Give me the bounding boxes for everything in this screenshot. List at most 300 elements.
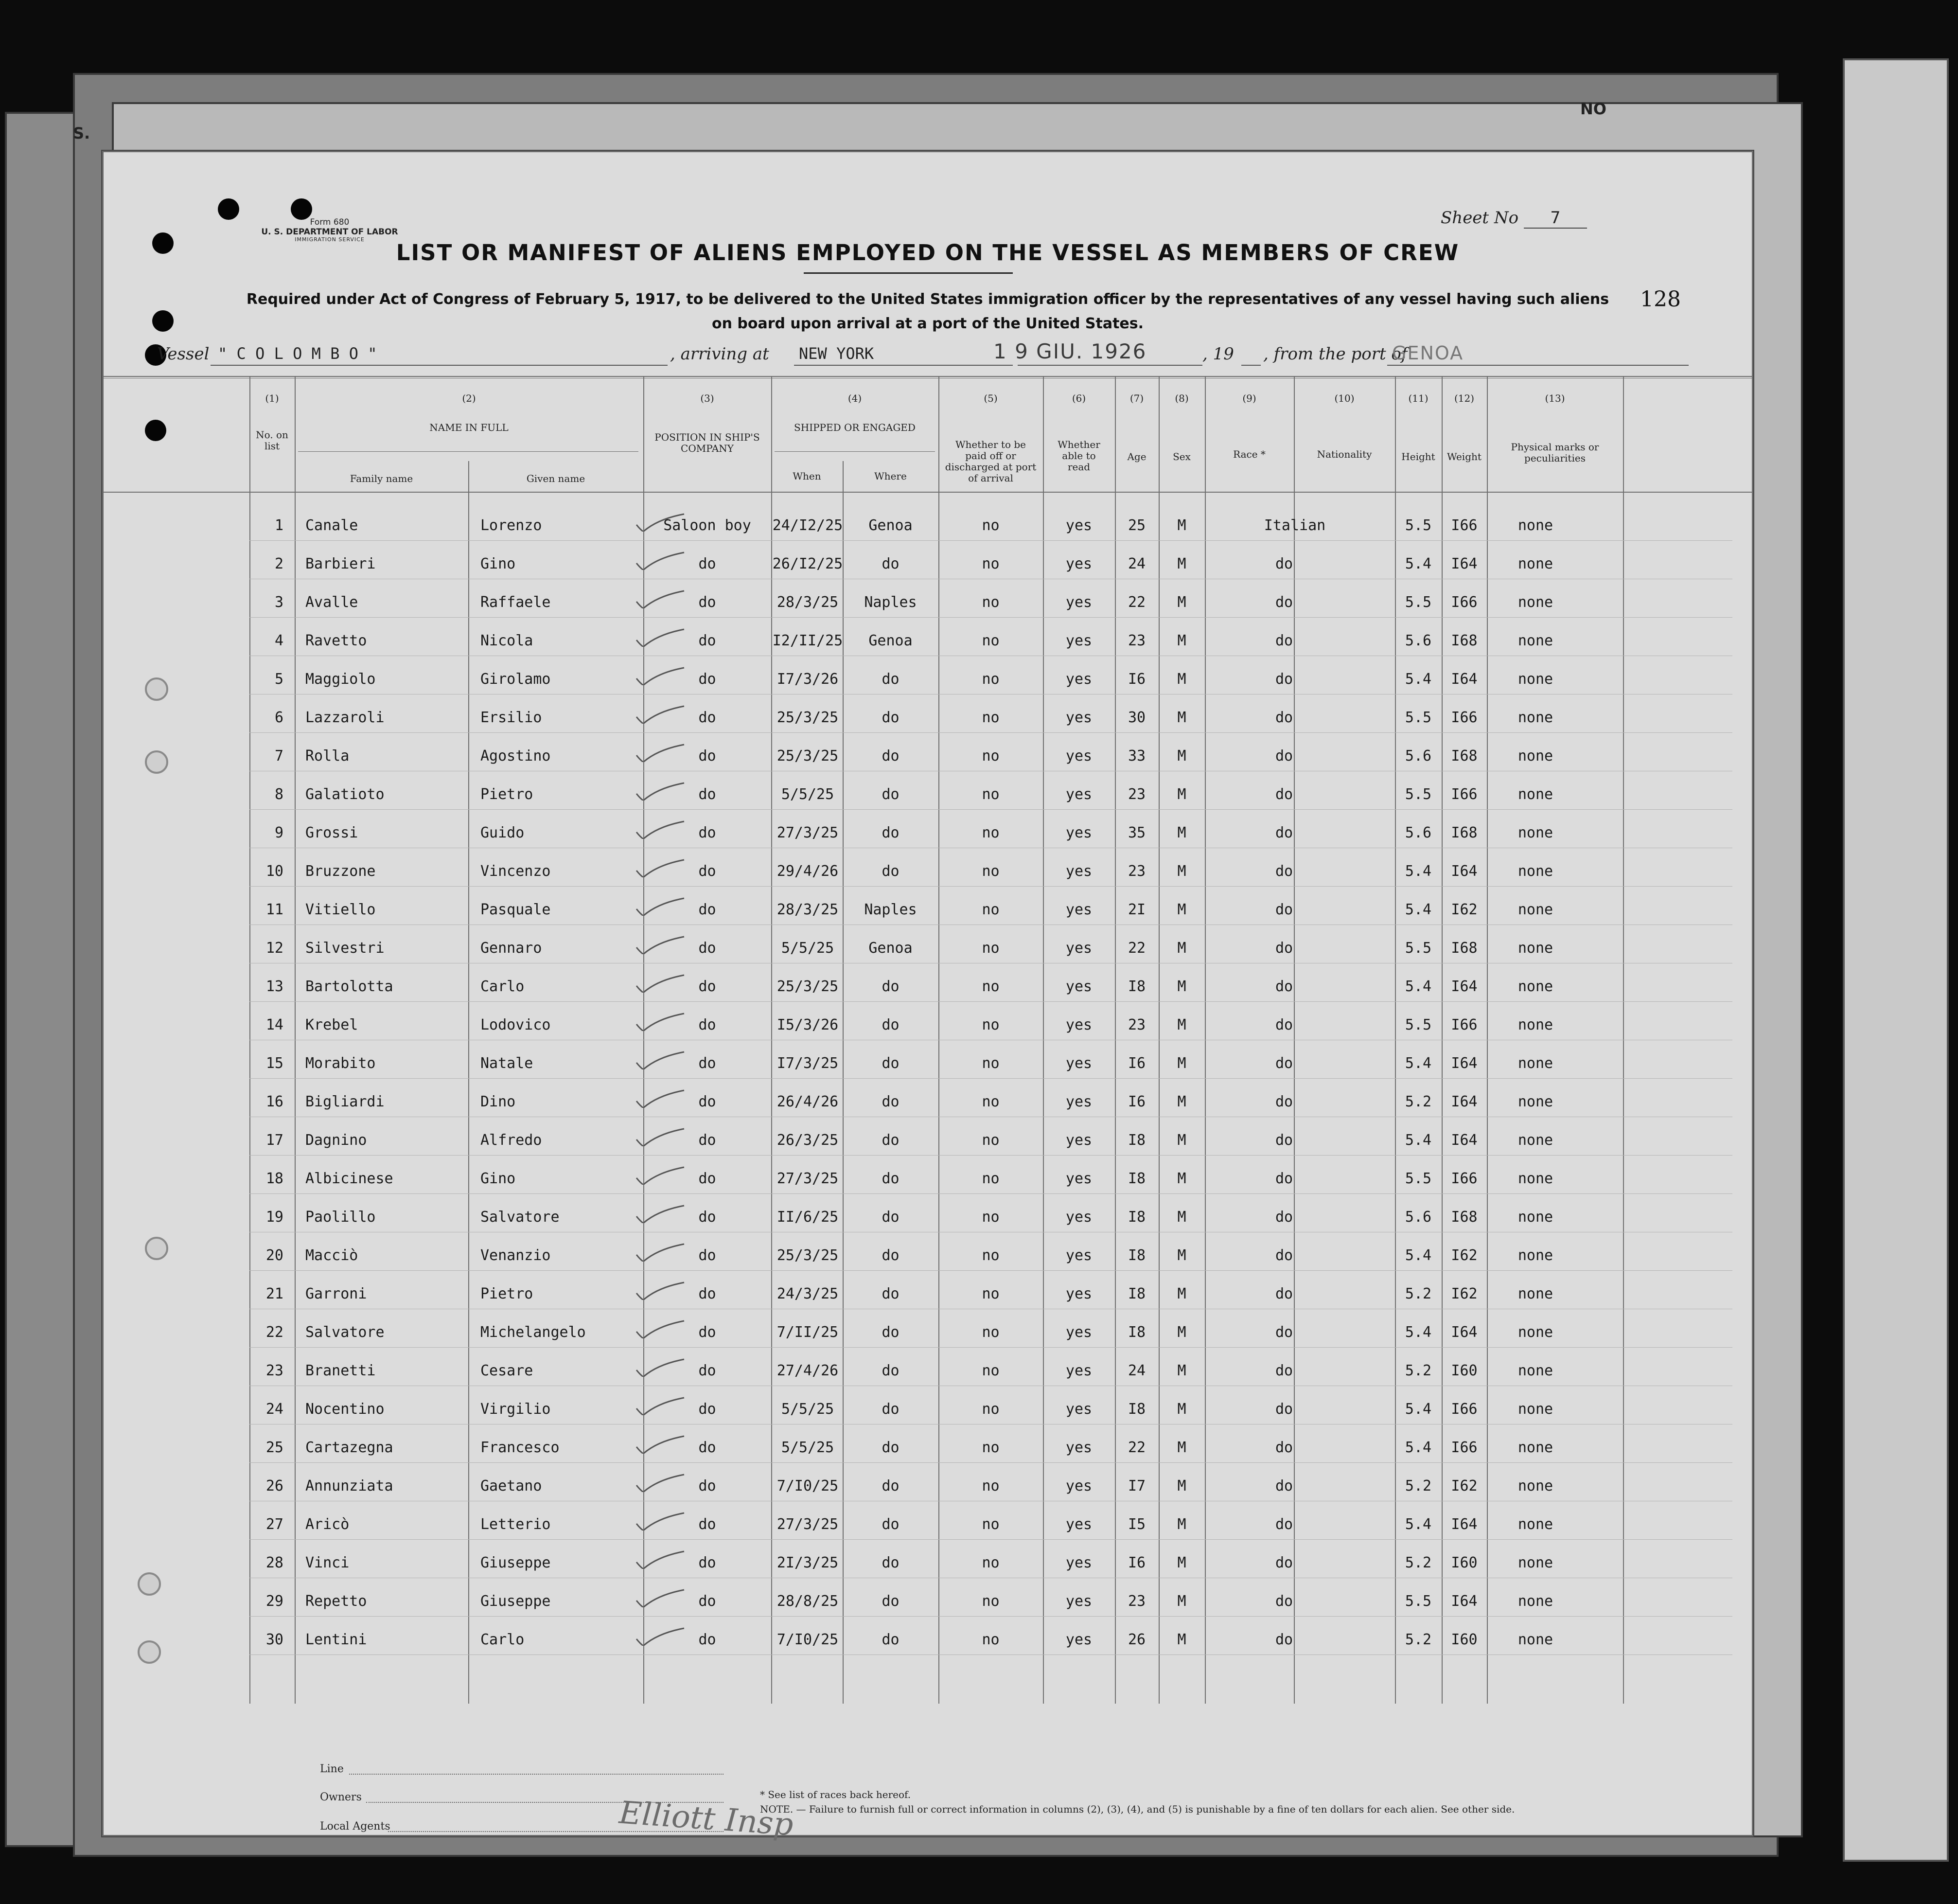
physical-marks: none [1517, 1554, 1553, 1571]
weight: I66 [1451, 594, 1478, 611]
owners-blank [366, 1802, 723, 1803]
age: 23 [1128, 863, 1146, 880]
given-name: Pietro [480, 786, 533, 803]
sex: M [1177, 1170, 1186, 1187]
race: do [1275, 1554, 1293, 1571]
race: do [1275, 940, 1293, 957]
age: 33 [1128, 747, 1146, 765]
row-number: 13 [265, 978, 283, 995]
department-name: U. S. DEPARTMENT OF LABOR [261, 227, 398, 237]
col5-header: Whether to be paid off or discharged at port of arrival [945, 439, 1037, 484]
col11-header: Height [1401, 451, 1435, 463]
weight: I60 [1451, 1631, 1478, 1648]
sex: M [1177, 1477, 1186, 1495]
paid-off: no [982, 1055, 1000, 1072]
paid-off: no [982, 632, 1000, 649]
shipped-where: Naples [864, 901, 917, 918]
sex: M [1177, 709, 1186, 726]
weight: I64 [1451, 978, 1478, 995]
position: do [698, 709, 716, 726]
able-to-read: yes [1065, 824, 1093, 841]
check-mark-icon [634, 1012, 687, 1031]
shipped-when: 5/5/25 [781, 1439, 834, 1456]
sex: M [1177, 747, 1186, 765]
weight: I64 [1451, 1324, 1478, 1341]
paid-off: no [982, 1016, 1000, 1033]
paid-off: no [982, 1593, 1000, 1610]
row-rule [249, 1347, 1732, 1348]
paid-off: no [982, 1362, 1000, 1379]
family-name: Rolla [305, 747, 350, 765]
sex: M [1177, 863, 1186, 880]
row-number: 26 [265, 1477, 283, 1495]
check-mark-icon [634, 1626, 687, 1646]
physical-marks: none [1517, 863, 1553, 880]
weight: I68 [1451, 940, 1478, 957]
local-agents-label: Local Agents [320, 1820, 390, 1833]
shipped-where: do [882, 1631, 900, 1648]
race: do [1275, 1209, 1293, 1226]
height: 5.4 [1405, 1132, 1432, 1149]
page-title: LIST OR MANIFEST OF ALIENS EMPLOYED ON THE VESSEL AS MEMBERS OF CREW [396, 240, 1460, 266]
shipped-when: 26/4/26 [776, 1093, 839, 1110]
row-number: 14 [265, 1016, 283, 1033]
height: 5.6 [1405, 632, 1432, 649]
able-to-read: yes [1065, 863, 1093, 880]
weight: I68 [1451, 824, 1478, 841]
check-mark-icon [634, 1165, 687, 1185]
paid-off: no [982, 1516, 1000, 1533]
able-to-read: yes [1065, 1093, 1093, 1110]
height: 5.4 [1405, 1324, 1432, 1341]
shipped-where: do [882, 1209, 900, 1226]
paid-off: no [982, 1170, 1000, 1187]
weight: I64 [1451, 1055, 1478, 1072]
given-name: Michelangelo [480, 1324, 586, 1341]
family-name: Barbieri [305, 555, 376, 572]
position: do [698, 1631, 716, 1648]
col13-header: Physical marks or peculiarities [1511, 441, 1599, 464]
race: do [1275, 1516, 1293, 1533]
shipped-where: do [882, 1324, 900, 1341]
age: I8 [1128, 1324, 1146, 1341]
paid-off: no [982, 1554, 1000, 1571]
physical-marks: none [1517, 1439, 1553, 1456]
check-mark-icon [634, 1549, 687, 1569]
arriving-port: NEW YORK [799, 344, 874, 363]
position: do [698, 671, 716, 688]
row-number: 5 [274, 671, 283, 688]
check-mark-icon [634, 1396, 687, 1415]
shipped-when: 25/3/25 [776, 709, 839, 726]
sex: M [1177, 632, 1186, 649]
line-label: Line [320, 1763, 344, 1775]
weight: I66 [1451, 786, 1478, 803]
given-name: Guido [480, 824, 525, 841]
physical-marks: none [1517, 940, 1553, 957]
row-rule [249, 1616, 1732, 1617]
race: Italian [1264, 517, 1326, 534]
able-to-read: yes [1065, 1554, 1093, 1571]
paid-off: no [982, 1401, 1000, 1418]
family-name: Repetto [305, 1593, 367, 1610]
underlying-sheet-right [1843, 58, 1949, 1862]
family-name: Avalle [305, 594, 358, 611]
given-name: Francesco [480, 1439, 560, 1456]
physical-marks: none [1517, 1324, 1553, 1341]
check-mark-icon [634, 551, 687, 570]
vessel-underline [211, 365, 668, 366]
name-subheader-rule [298, 451, 638, 452]
height: 5.5 [1405, 517, 1432, 534]
weight: I68 [1451, 1209, 1478, 1226]
given-name: Nicola [480, 632, 533, 649]
paid-off: no [982, 1093, 1000, 1110]
punch-hole [291, 198, 312, 220]
race: do [1275, 901, 1293, 918]
shipped-where: do [882, 1132, 900, 1149]
shipped-where: do [882, 786, 900, 803]
row-rule [249, 809, 1732, 810]
position: Saloon boy [663, 517, 751, 534]
col2-number: (2) [462, 392, 476, 404]
check-mark-icon [634, 1473, 687, 1492]
given-name: Gino [480, 1170, 516, 1187]
weight: I66 [1451, 1170, 1478, 1187]
weight: I64 [1451, 555, 1478, 572]
able-to-read: yes [1065, 594, 1093, 611]
shipped-when: 7/II/25 [776, 1324, 839, 1341]
check-mark-icon [634, 1434, 687, 1454]
shipped-when: 26/I2/25 [772, 555, 843, 572]
physical-marks: none [1517, 1362, 1553, 1379]
sex: M [1177, 940, 1186, 957]
shipped-where: do [882, 1170, 900, 1187]
able-to-read: yes [1065, 1170, 1093, 1187]
given-name: Alfredo [480, 1132, 542, 1149]
race: do [1275, 709, 1293, 726]
row-number: 7 [274, 747, 283, 765]
able-to-read: yes [1065, 1516, 1093, 1533]
col7-header: Age [1127, 451, 1147, 463]
shipped-subheader-rule [775, 451, 935, 452]
able-to-read: yes [1065, 978, 1093, 995]
weight: I68 [1451, 632, 1478, 649]
paid-off: no [982, 671, 1000, 688]
age: 23 [1128, 1593, 1146, 1610]
race: do [1275, 824, 1293, 841]
height: 5.6 [1405, 824, 1432, 841]
height: 5.4 [1405, 1055, 1432, 1072]
row-rule [249, 1462, 1732, 1463]
check-mark-icon [634, 1511, 687, 1530]
shipped-where: do [882, 1477, 900, 1495]
race: do [1275, 1055, 1293, 1072]
table-top-rule [104, 376, 1752, 377]
weight: I66 [1451, 1401, 1478, 1418]
paid-off: no [982, 940, 1000, 957]
row-rule [249, 1539, 1732, 1540]
paid-off: no [982, 1477, 1000, 1495]
able-to-read: yes [1065, 709, 1093, 726]
position: do [698, 1209, 716, 1226]
position: do [698, 1016, 716, 1033]
weight: I64 [1451, 1132, 1478, 1149]
col9-number: (9) [1242, 392, 1256, 404]
shipped-when: 24/I2/25 [772, 517, 843, 534]
sex: M [1177, 1285, 1186, 1302]
row-number: 6 [274, 709, 283, 726]
position: do [698, 824, 716, 841]
owners-label: Owners [320, 1791, 362, 1803]
weight: I66 [1451, 517, 1478, 534]
given-name: Cesare [480, 1362, 533, 1379]
height: 5.6 [1405, 747, 1432, 765]
check-mark-icon [634, 1088, 687, 1108]
weight: I62 [1451, 901, 1478, 918]
able-to-read: yes [1065, 1477, 1093, 1495]
family-name: Silvestri [305, 940, 385, 957]
age: I8 [1128, 1132, 1146, 1149]
check-mark-icon [634, 627, 687, 647]
shipped-when: 7/I0/25 [776, 1477, 839, 1495]
shipped-when: 2I/3/25 [776, 1554, 839, 1571]
weight: I66 [1451, 1016, 1478, 1033]
given-name: Agostino [480, 747, 551, 765]
physical-marks: none [1517, 978, 1553, 995]
able-to-read: yes [1065, 901, 1093, 918]
paid-off: no [982, 824, 1000, 841]
position: do [698, 1324, 716, 1341]
position: do [698, 940, 716, 957]
from-port: GENOA [1392, 342, 1464, 364]
row-rule [249, 1078, 1732, 1079]
family-name: Bigliardi [305, 1093, 385, 1110]
sex: M [1177, 1247, 1186, 1264]
family-name: Bartolotta [305, 978, 393, 995]
row-number: 1 [274, 517, 283, 534]
shipped-where: do [882, 671, 900, 688]
weight: I64 [1451, 671, 1478, 688]
races-note: * See list of races back hereof. [760, 1789, 911, 1800]
given-name: Raffaele [480, 594, 551, 611]
family-name: Garroni [305, 1285, 367, 1302]
row-number: 3 [274, 594, 283, 611]
shipped-where: Naples [864, 594, 917, 611]
shipped-when: I7/3/25 [776, 1055, 839, 1072]
weight: I64 [1451, 863, 1478, 880]
shipped-when: I5/3/26 [776, 1016, 839, 1033]
sex: M [1177, 824, 1186, 841]
age: 22 [1128, 940, 1146, 957]
shipped-where: do [882, 863, 900, 880]
age: I8 [1128, 1209, 1146, 1226]
sex: M [1177, 1631, 1186, 1648]
sheet-number [1441, 208, 1587, 229]
check-mark-icon [634, 819, 687, 839]
physical-marks: none [1517, 555, 1553, 572]
able-to-read: yes [1065, 1593, 1093, 1610]
col10-header: Nationality [1317, 448, 1372, 460]
col3-number: (3) [700, 392, 714, 404]
position: do [698, 1055, 716, 1072]
age: 22 [1128, 1439, 1146, 1456]
position: do [698, 863, 716, 880]
height: 5.2 [1405, 1477, 1432, 1495]
paid-off: no [982, 594, 1000, 611]
weight: I62 [1451, 1285, 1478, 1302]
race: do [1275, 786, 1293, 803]
shipped-where: do [882, 1516, 900, 1533]
local-agents-blank [388, 1831, 723, 1832]
race: do [1275, 1593, 1293, 1610]
col4b-header: Where [874, 470, 907, 482]
family-name: Cartazegna [305, 1439, 393, 1456]
shipped-when: 5/5/25 [781, 1401, 834, 1418]
given-name: Salvatore [480, 1209, 560, 1226]
given-name: Giuseppe [480, 1593, 551, 1610]
check-mark-icon [634, 1204, 687, 1223]
able-to-read: yes [1065, 1209, 1093, 1226]
given-name: Virgilio [480, 1401, 551, 1418]
family-name: Morabito [305, 1055, 376, 1072]
paid-off: no [982, 901, 1000, 918]
sex: M [1177, 1439, 1186, 1456]
check-mark-icon [634, 743, 687, 762]
able-to-read: yes [1065, 1285, 1093, 1302]
family-name: Nocentino [305, 1401, 385, 1418]
height: 5.5 [1405, 1593, 1432, 1610]
weight: I66 [1451, 1439, 1478, 1456]
race: do [1275, 1247, 1293, 1264]
position: do [698, 786, 716, 803]
family-name: Aricò [305, 1516, 350, 1533]
col12-header: Weight [1447, 451, 1482, 463]
row-rule [249, 540, 1732, 541]
sheet-number-label: Sheet No [1441, 208, 1519, 228]
row-number: 25 [265, 1439, 283, 1456]
height: 5.2 [1405, 1093, 1432, 1110]
age: 24 [1128, 1362, 1146, 1379]
check-mark-icon [634, 973, 687, 993]
col5-number: (5) [984, 392, 998, 404]
physical-marks: none [1517, 594, 1553, 611]
physical-marks: none [1517, 1209, 1553, 1226]
age: 22 [1128, 594, 1146, 611]
height: 5.2 [1405, 1631, 1432, 1648]
row-number: 17 [265, 1132, 283, 1149]
age: 35 [1128, 824, 1146, 841]
position: do [698, 1477, 716, 1495]
race: do [1275, 1093, 1293, 1110]
arrival-date-stamp: 1 9 GIU. 1926 [993, 339, 1147, 363]
able-to-read: yes [1065, 940, 1093, 957]
date-underline [1018, 365, 1202, 366]
age: I6 [1128, 1093, 1146, 1110]
paid-off: no [982, 555, 1000, 572]
given-name: Letterio [480, 1516, 551, 1533]
able-to-read: yes [1065, 1132, 1093, 1149]
shipped-when: I2/II/25 [772, 632, 843, 649]
family-name: Macciò [305, 1247, 358, 1264]
col4a-header: When [793, 470, 821, 482]
check-mark-icon [634, 1319, 687, 1338]
year-underline [1241, 365, 1261, 366]
height: 5.5 [1405, 594, 1432, 611]
height: 5.4 [1405, 555, 1432, 572]
physical-marks: none [1517, 901, 1553, 918]
shipped-when: 28/3/25 [776, 901, 839, 918]
family-name: Branetti [305, 1362, 376, 1379]
col13-number: (13) [1545, 392, 1565, 404]
shipped-when: 27/3/25 [776, 1516, 839, 1533]
col3-header: POSITION IN SHIP'S COMPANY [654, 431, 760, 454]
sex: M [1177, 1209, 1186, 1226]
paid-off: no [982, 747, 1000, 765]
height: 5.5 [1405, 709, 1432, 726]
position: do [698, 1554, 716, 1571]
able-to-read: yes [1065, 671, 1093, 688]
given-name: Gino [480, 555, 516, 572]
row-number: 2 [274, 555, 283, 572]
sex: M [1177, 1593, 1186, 1610]
physical-marks: none [1517, 747, 1553, 765]
able-to-read: yes [1065, 1055, 1093, 1072]
physical-marks: none [1517, 824, 1553, 841]
shipped-where: do [882, 1554, 900, 1571]
shipped-when: 7/I0/25 [776, 1631, 839, 1648]
shipped-when: 29/4/26 [776, 863, 839, 880]
shipped-where: Genoa [868, 940, 913, 957]
race: do [1275, 1631, 1293, 1648]
shipped-when: 28/3/25 [776, 594, 839, 611]
penalty-note: NOTE. — Failure to furnish full or correct information in columns (2), (3), (4), and (5) is punishable by a fine of ten dollars for each alien. See other side. [760, 1803, 1515, 1815]
weight: I64 [1451, 1516, 1478, 1533]
weight: I62 [1451, 1477, 1478, 1495]
weight: I68 [1451, 747, 1478, 765]
from-port-label: , from the port of [1263, 344, 1408, 364]
age: I8 [1128, 1247, 1146, 1264]
family-name: Paolillo [305, 1209, 376, 1226]
age: I5 [1128, 1516, 1146, 1533]
subtitle-line-1: Required under Act of Congress of February 5, 1917, to be delivered to the United States immigration officer by the representatives of any vessel having such aliens [246, 291, 1609, 308]
row-number: 28 [265, 1554, 283, 1571]
title-underline [804, 272, 1013, 274]
row-number: 24 [265, 1401, 283, 1418]
row-number: 8 [274, 786, 283, 803]
col12-number: (12) [1454, 392, 1475, 404]
paid-off: no [982, 1285, 1000, 1302]
height: 5.4 [1405, 901, 1432, 918]
row-number: 19 [265, 1209, 283, 1226]
shipped-where: do [882, 1285, 900, 1302]
form-number: Form 680 [310, 217, 350, 227]
vessel-name: " C O L O M B O " [218, 344, 377, 363]
row-rule [249, 886, 1732, 887]
row-rule [249, 732, 1732, 733]
race: do [1275, 863, 1293, 880]
check-mark-icon [634, 1281, 687, 1300]
position: do [698, 555, 716, 572]
row-rule [249, 1270, 1732, 1271]
given-name: Gaetano [480, 1477, 542, 1495]
given-name: Gennaro [480, 940, 542, 957]
age: 23 [1128, 786, 1146, 803]
height: 5.5 [1405, 940, 1432, 957]
row-number: 9 [274, 824, 283, 841]
col8-number: (8) [1175, 392, 1189, 404]
manifest-sheet [102, 151, 1753, 1843]
